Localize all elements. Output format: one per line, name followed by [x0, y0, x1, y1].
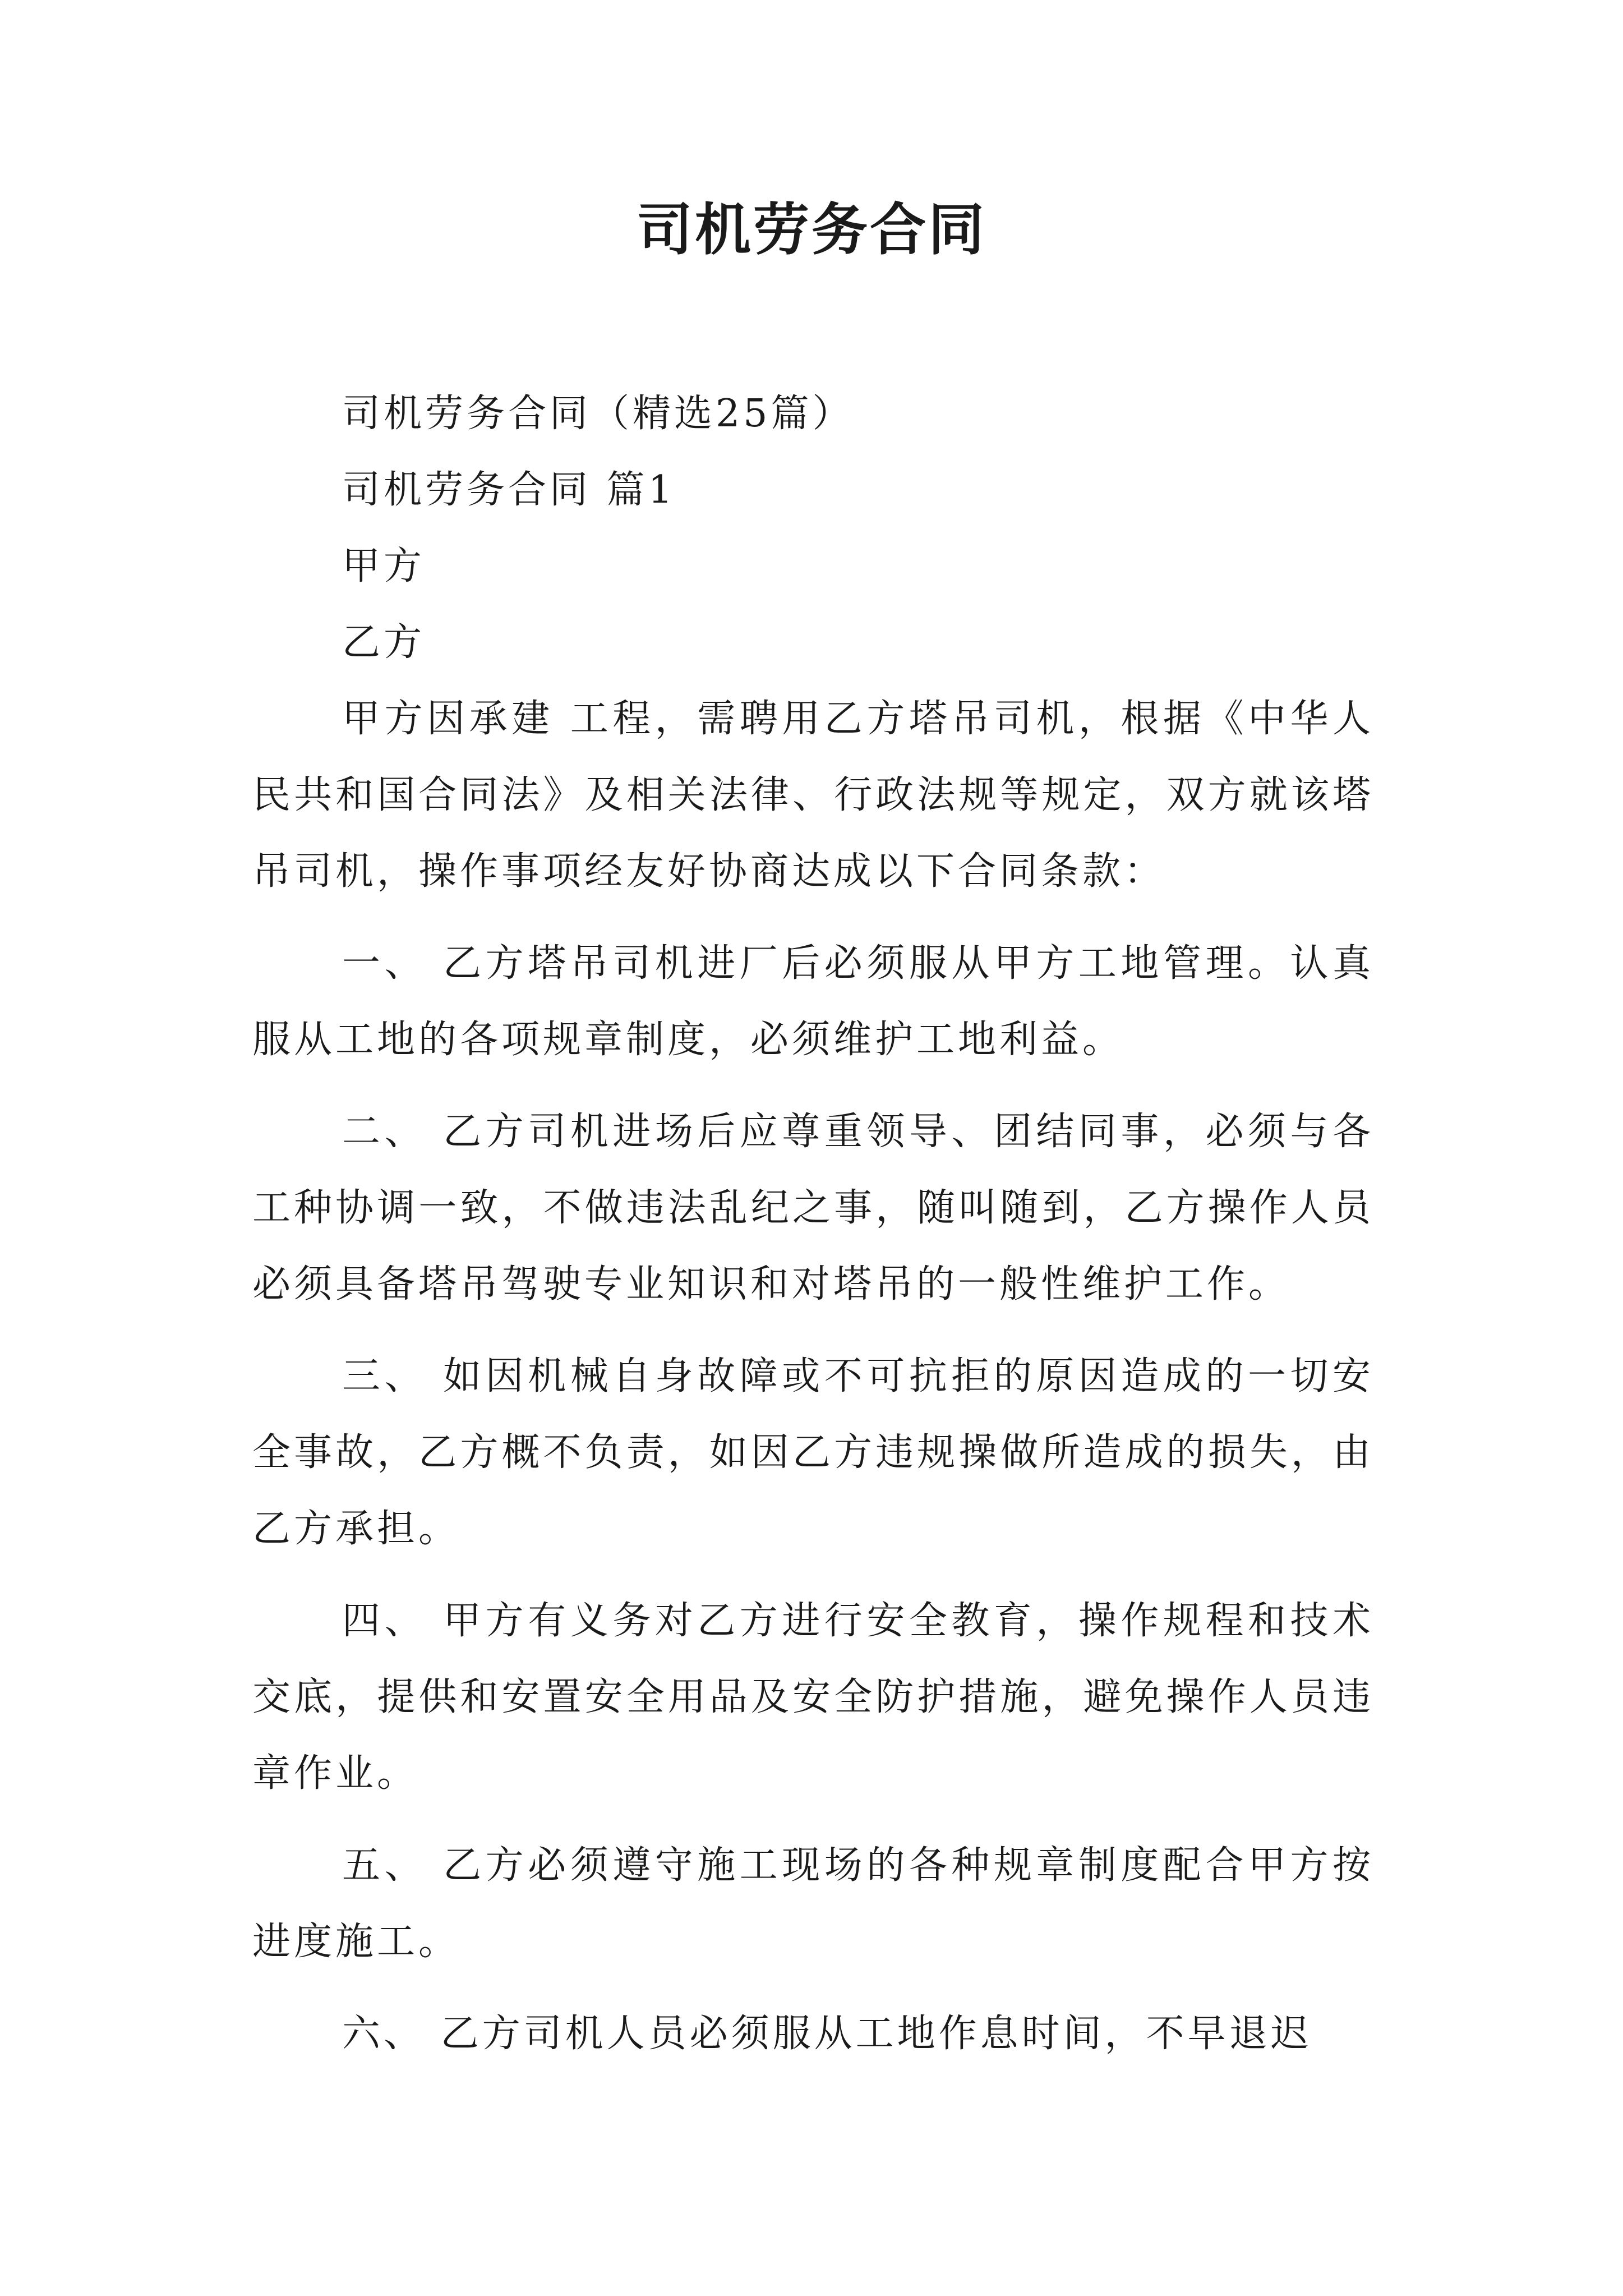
clause-2: 二、 乙方司机进场后应尊重领导、团结同事，必须与各工种协调一致，不做违法乱纪之事，随叫随到，乙方操作人员必须具备塔吊驾驶专业知识和对塔吊的一般性维护工作。 [252, 1110, 1374, 1306]
party-b-label: 乙方 [342, 620, 426, 665]
clause-5: 五、 乙方必须遵守施工现场的各种规章制度配合甲方按进度施工。 [252, 1843, 1374, 1964]
clause-3: 三、 如因机械自身故障或不可抗拒的原因造成的一切安全事故，乙方概不负责，如因乙方违规操做所造成的损失，由乙方承担。 [252, 1354, 1374, 1551]
document-title: 司机劳务合同 [637, 197, 986, 263]
subtitle-paragraph: 司机劳务合同（精选25篇） [342, 392, 854, 436]
party-a-label: 甲方 [342, 544, 426, 588]
clause-4: 四、 甲方有义务对乙方进行安全教育，操作规程和技术交底，提供和安置安全用品及安全防护措施，避免操作人员违章作业。 [252, 1599, 1374, 1796]
document-body [252, 376, 1374, 2072]
clause-6: 六、 乙方司机人员必须服从工地作息时间，不早退迟 [342, 2012, 1312, 2056]
clause-1: 一、 乙方塔吊司机进厂后必须服从甲方工地管理。认真服从工地的各项规章制度，必须维护工地利益。 [252, 941, 1374, 1062]
preamble-paragraph: 甲方因承建 工程，需聘用乙方塔吊司机，根据《中华人民共和国合同法》及相关法律、行政法规等规定，双方就该塔吊司机，操作事项经友好协商达成以下合同条款： [252, 697, 1374, 894]
section-heading: 司机劳务合同 篇1 [342, 468, 676, 512]
